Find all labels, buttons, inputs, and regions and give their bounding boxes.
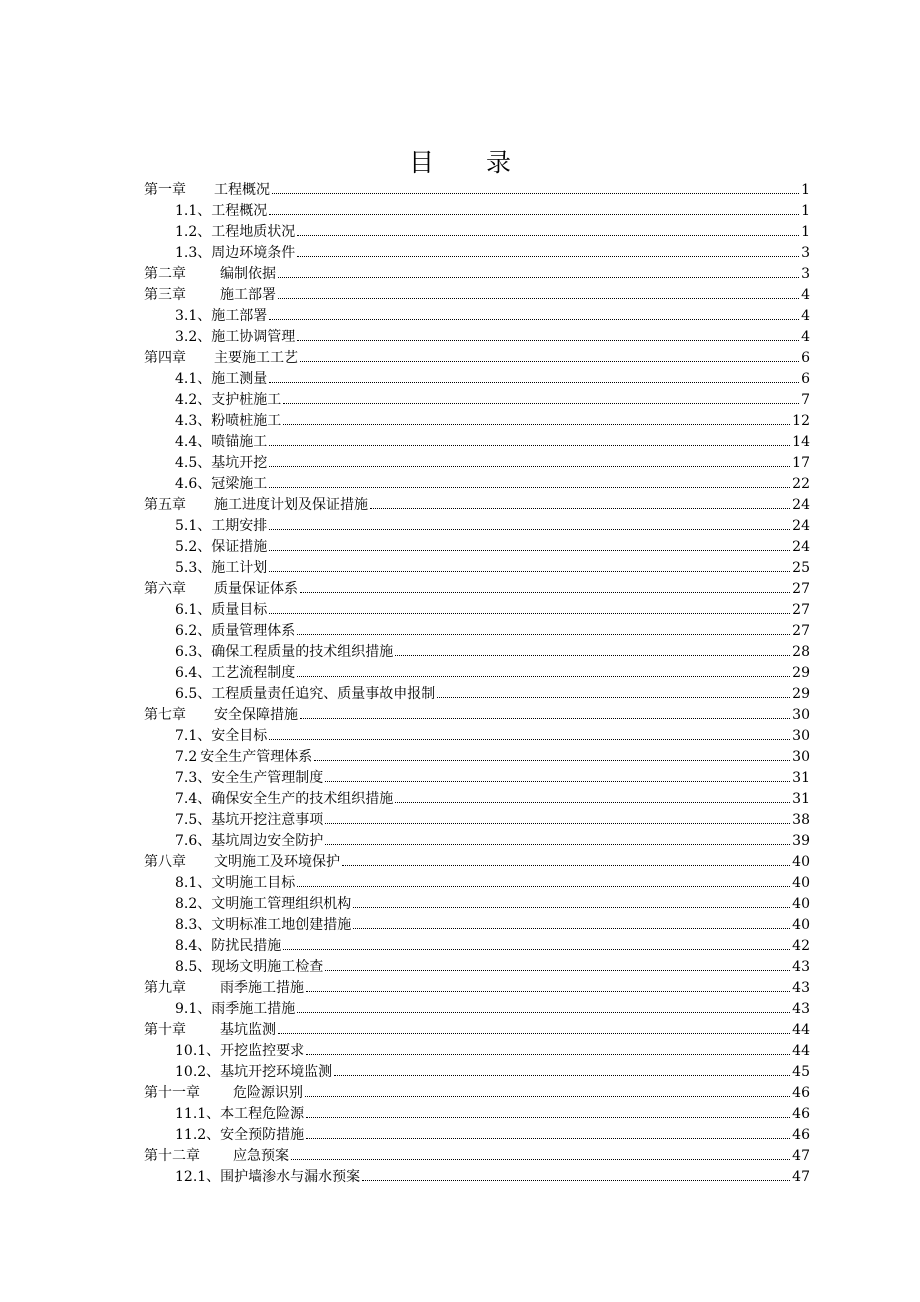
toc-page-number: 29 — [792, 665, 810, 681]
toc-section-entry[interactable] — [144, 663, 810, 684]
toc-entry-title: 本工程危险源 — [220, 1106, 305, 1122]
toc-entry-title: 安全生产管理体系 — [200, 749, 313, 765]
toc-page-number: 31 — [792, 770, 810, 786]
toc-section-entry[interactable] — [144, 327, 810, 348]
toc-entry-title: 应急预案 — [233, 1148, 289, 1164]
toc-entry-number: 5.2、 — [175, 539, 212, 555]
toc-entry-number: 7.1、 — [175, 728, 212, 744]
toc-dot-leader — [283, 949, 790, 950]
toc-dot-leader — [325, 781, 790, 782]
toc-section-entry[interactable] — [144, 1125, 810, 1146]
toc-entry-title: 基坑开挖注意事项 — [211, 812, 324, 828]
toc-page-number: 46 — [792, 1106, 810, 1122]
toc-page-number: 31 — [792, 791, 810, 807]
toc-chapter-entry[interactable] — [144, 348, 810, 369]
toc-entry-number: 第六章 — [144, 581, 186, 597]
toc-entry-title: 危险源识别 — [233, 1085, 303, 1101]
toc-entry-number: 8.5、 — [175, 959, 212, 975]
toc-dot-leader — [283, 424, 790, 425]
toc-section-entry[interactable] — [144, 1041, 810, 1062]
toc-dot-leader — [297, 256, 799, 257]
toc-dot-leader — [362, 1180, 790, 1181]
page-title-char-1: 目 — [408, 148, 434, 177]
toc-entry-title: 工程概况 — [211, 203, 268, 219]
toc-dot-leader — [300, 592, 790, 593]
toc-page-number: 40 — [792, 896, 810, 912]
toc-entry-number: 8.3、 — [175, 917, 212, 933]
toc-section-entry[interactable] — [144, 684, 810, 705]
toc-page-number: 22 — [792, 476, 810, 492]
toc-section-entry[interactable] — [144, 936, 810, 957]
toc-dot-leader — [269, 382, 799, 383]
toc-page-number: 47 — [792, 1169, 810, 1185]
toc-page-number: 28 — [792, 644, 810, 660]
toc-entry-number: 6.3、 — [175, 644, 212, 660]
toc-section-entry[interactable] — [144, 243, 810, 264]
toc-entry-title: 质量目标 — [211, 602, 268, 618]
toc-entry-number: 6.4、 — [175, 665, 212, 681]
toc-entry-number: 12.1、 — [175, 1169, 221, 1185]
toc-page-number: 27 — [792, 602, 810, 618]
toc-section-entry[interactable] — [144, 537, 810, 558]
toc-dot-leader — [300, 718, 790, 719]
toc-page-number: 3 — [801, 266, 810, 282]
toc-dot-leader — [278, 1033, 790, 1034]
toc-entry-number: 11.1、 — [175, 1106, 221, 1122]
toc-dot-leader — [353, 928, 790, 929]
toc-chapter-entry[interactable] — [144, 264, 810, 285]
toc-dot-leader — [297, 634, 790, 635]
toc-section-entry[interactable] — [144, 957, 810, 978]
toc-dot-leader — [325, 823, 790, 824]
toc-dot-leader — [272, 193, 799, 194]
toc-dot-leader — [395, 655, 790, 656]
toc-page-number: 24 — [792, 539, 810, 555]
toc-page-number: 4 — [801, 287, 810, 303]
toc-dot-leader — [297, 235, 799, 236]
toc-dot-leader — [297, 1012, 790, 1013]
toc-entry-title: 保证措施 — [211, 539, 268, 555]
toc-dot-leader — [278, 277, 799, 278]
toc-section-entry[interactable] — [144, 768, 810, 789]
toc-section-entry[interactable] — [144, 1062, 810, 1083]
toc-section-entry[interactable] — [144, 810, 810, 831]
toc-entry-title: 基坑周边安全防护 — [211, 833, 324, 849]
toc-entry-title: 质量保证体系 — [214, 581, 298, 597]
toc-entry-number: 第十章 — [144, 1022, 186, 1038]
toc-section-entry[interactable] — [144, 432, 810, 453]
toc-entry-title: 粉喷桩施工 — [211, 413, 282, 429]
toc-dot-leader — [300, 361, 799, 362]
toc-section-entry[interactable] — [144, 369, 810, 390]
toc-entry-number: 第十二章 — [144, 1148, 200, 1164]
toc-entry-title: 确保安全生产的技术组织措施 — [211, 791, 394, 807]
toc-dot-leader — [306, 1117, 790, 1118]
toc-entry-title: 施工部署 — [220, 287, 276, 303]
toc-section-entry[interactable] — [144, 558, 810, 579]
toc-entry-title: 文明施工管理组织机构 — [211, 896, 352, 912]
toc-entry-number: 第四章 — [144, 350, 186, 366]
toc-entry-title: 文明施工目标 — [211, 875, 296, 891]
toc-section-entry[interactable] — [144, 516, 810, 537]
toc-dot-leader — [306, 1054, 790, 1055]
toc-entry-title: 雨季施工措施 — [220, 980, 304, 996]
toc-section-entry[interactable] — [144, 642, 810, 663]
toc-dot-leader — [370, 508, 790, 509]
toc-entry-title: 编制依据 — [220, 266, 276, 282]
toc-entry-title: 现场文明施工检查 — [211, 959, 324, 975]
toc-entry-title: 周边环境条件 — [211, 245, 296, 261]
toc-entry-number: 7.3、 — [175, 770, 212, 786]
toc-section-entry[interactable] — [144, 306, 810, 327]
toc-section-entry[interactable] — [144, 1167, 810, 1188]
toc-page-number: 30 — [792, 707, 810, 723]
toc-page-number: 1 — [801, 224, 810, 240]
toc-page-number: 47 — [792, 1148, 810, 1164]
toc-entry-number: 7.6、 — [175, 833, 212, 849]
toc-entry-number: 3.2、 — [175, 329, 212, 345]
toc-section-entry[interactable] — [144, 789, 810, 810]
toc-section-entry[interactable] — [144, 474, 810, 495]
toc-dot-leader — [269, 613, 790, 614]
toc-entry-number: 1.3、 — [175, 245, 212, 261]
toc-entry-number: 4.2、 — [175, 392, 212, 408]
toc-page-number: 3 — [801, 245, 810, 261]
toc-page-number: 24 — [792, 518, 810, 534]
toc-entry-title: 工艺流程制度 — [211, 665, 296, 681]
toc-dot-leader — [395, 802, 790, 803]
toc-entry-title: 施工计划 — [211, 560, 268, 576]
toc-page-number: 1 — [801, 203, 810, 219]
toc-dot-leader — [297, 886, 790, 887]
toc-entry-number: 4.6、 — [175, 476, 212, 492]
toc-entry-number: 第五章 — [144, 497, 186, 513]
toc-entry-title: 安全保障措施 — [214, 707, 298, 723]
toc-section-entry[interactable] — [144, 201, 810, 222]
toc-dot-leader — [325, 844, 790, 845]
toc-page-number: 44 — [792, 1022, 810, 1038]
toc-page-number: 40 — [792, 875, 810, 891]
toc-entry-title: 支护桩施工 — [211, 392, 282, 408]
toc-entry-number: 4.3、 — [175, 413, 212, 429]
toc-chapter-entry[interactable] — [144, 978, 810, 999]
toc-entry-title: 基坑开挖 — [211, 455, 268, 471]
toc-entry-title: 施工协调管理 — [211, 329, 296, 345]
toc-entry-title: 安全目标 — [211, 728, 268, 744]
toc-entry-number: 第三章 — [144, 287, 186, 303]
toc-dot-leader — [269, 445, 790, 446]
toc-entry-title: 施工部署 — [211, 308, 268, 324]
toc-page-number: 29 — [792, 686, 810, 702]
toc-dot-leader — [334, 1075, 790, 1076]
toc-dot-leader — [269, 214, 799, 215]
toc-page-number: 6 — [801, 350, 810, 366]
toc-dot-leader — [314, 760, 790, 761]
toc-chapter-entry[interactable] — [144, 852, 810, 873]
toc-page-number: 12 — [792, 413, 810, 429]
toc-page-number: 30 — [792, 728, 810, 744]
toc-section-entry[interactable] — [144, 390, 810, 411]
toc-dot-leader — [278, 298, 799, 299]
page-title — [0, 148, 920, 178]
toc-entry-title: 工程地质状况 — [211, 224, 296, 240]
toc-dot-leader — [269, 466, 790, 467]
toc-page-number: 46 — [792, 1127, 810, 1143]
toc-page-number: 17 — [792, 455, 810, 471]
toc-entry-title: 主要施工工艺 — [214, 350, 298, 366]
toc-chapter-entry[interactable] — [144, 1083, 810, 1104]
toc-entry-title: 文明标准工地创建措施 — [211, 917, 352, 933]
toc-dot-leader — [269, 487, 790, 488]
toc-section-entry[interactable] — [144, 1104, 810, 1125]
toc-dot-leader — [437, 697, 790, 698]
toc-page-number: 40 — [792, 917, 810, 933]
toc-entry-number: 7.5、 — [175, 812, 212, 828]
toc-dot-leader — [291, 1159, 790, 1160]
toc-section-entry[interactable] — [144, 453, 810, 474]
toc-entry-title: 基坑开挖环境监测 — [220, 1064, 333, 1080]
toc-page-number: 25 — [792, 560, 810, 576]
toc-page-number: 4 — [801, 329, 810, 345]
toc-entry-number: 6.2、 — [175, 623, 212, 639]
toc-chapter-entry[interactable] — [144, 579, 810, 600]
toc-dot-leader — [269, 319, 799, 320]
toc-dot-leader — [283, 403, 799, 404]
toc-page-number: 44 — [792, 1043, 810, 1059]
toc-entry-number: 5.1、 — [175, 518, 212, 534]
toc-entry-title: 工程概况 — [214, 182, 270, 198]
toc-entry-number: 1.1、 — [175, 203, 212, 219]
toc-dot-leader — [353, 907, 790, 908]
toc-page-number: 40 — [792, 854, 810, 870]
toc-dot-leader — [269, 571, 790, 572]
toc-entry-number: 4.1、 — [175, 371, 212, 387]
toc-page-number: 1 — [801, 182, 810, 198]
toc-chapter-entry[interactable] — [144, 180, 810, 201]
toc-entry-number: 4.4、 — [175, 434, 212, 450]
toc-page-number: 4 — [801, 308, 810, 324]
toc-entry-number: 第九章 — [144, 980, 186, 996]
toc-dot-leader — [325, 970, 790, 971]
toc-dot-leader — [269, 739, 790, 740]
toc-entry-number: 第七章 — [144, 707, 186, 723]
toc-page-number: 45 — [792, 1064, 810, 1080]
toc-section-entry[interactable] — [144, 999, 810, 1020]
toc-page-number: 14 — [792, 434, 810, 450]
toc-entry-title: 喷锚施工 — [211, 434, 268, 450]
toc-entry-number: 3.1、 — [175, 308, 212, 324]
toc-entry-title: 工期安排 — [211, 518, 268, 534]
toc-section-entry[interactable] — [144, 831, 810, 852]
toc-section-entry[interactable] — [144, 894, 810, 915]
toc-section-entry[interactable] — [144, 726, 810, 747]
toc-chapter-entry[interactable] — [144, 1020, 810, 1041]
toc-section-entry[interactable] — [144, 411, 810, 432]
toc-entry-title: 安全生产管理制度 — [211, 770, 324, 786]
toc-page-number: 24 — [792, 497, 810, 513]
toc-entry-title: 确保工程质量的技术组织措施 — [211, 644, 394, 660]
toc-entry-title: 防扰民措施 — [211, 938, 282, 954]
toc-section-entry[interactable] — [144, 621, 810, 642]
toc-entry-number: 8.4、 — [175, 938, 212, 954]
toc-page-number: 6 — [801, 371, 810, 387]
toc-entry-number: 6.1、 — [175, 602, 212, 618]
toc-dot-leader — [305, 1096, 790, 1097]
toc-chapter-entry[interactable] — [144, 285, 810, 306]
toc-page-number: 43 — [792, 980, 810, 996]
toc-entry-number: 8.1、 — [175, 875, 212, 891]
toc-entry-number: 第十一章 — [144, 1085, 200, 1101]
toc-chapter-entry[interactable] — [144, 495, 810, 516]
toc-page-number: 27 — [792, 623, 810, 639]
toc-entry-title: 开挖监控要求 — [220, 1043, 305, 1059]
toc-entry-number: 10.2、 — [175, 1064, 221, 1080]
toc-entry-title: 文明施工及环境保护 — [214, 854, 340, 870]
toc-entry-number: 第一章 — [144, 182, 186, 198]
toc-entry-number: 1.2、 — [175, 224, 212, 240]
toc-entry-title: 雨季施工措施 — [211, 1001, 296, 1017]
toc-chapter-entry[interactable] — [144, 705, 810, 726]
page-title-char-2: 录 — [486, 148, 512, 177]
toc-entry-number: 10.1、 — [175, 1043, 221, 1059]
toc-entry-number: 第二章 — [144, 266, 186, 282]
toc-entry-title: 冠梁施工 — [211, 476, 268, 492]
toc-section-entry[interactable] — [144, 873, 810, 894]
toc-entry-title: 围护墙渗水与漏水预案 — [220, 1169, 361, 1185]
toc-entry-number: 7.4、 — [175, 791, 212, 807]
toc-entry-number: 5.3、 — [175, 560, 212, 576]
toc-page-number: 42 — [792, 938, 810, 954]
toc-dot-leader — [306, 1138, 790, 1139]
toc-dot-leader — [306, 991, 790, 992]
toc-section-entry[interactable] — [144, 747, 810, 768]
toc-entry-title: 基坑监测 — [220, 1022, 276, 1038]
toc-dot-leader — [269, 529, 790, 530]
toc-section-entry[interactable] — [144, 222, 810, 243]
toc-page-number: 43 — [792, 959, 810, 975]
toc-entry-title: 工程质量责任追究、质量事故申报制 — [211, 686, 436, 702]
toc-dot-leader — [342, 865, 790, 866]
toc-entry-title: 施工进度计划及保证措施 — [214, 497, 368, 513]
toc-page-number: 39 — [792, 833, 810, 849]
toc-entry-number: 9.1、 — [175, 1001, 212, 1017]
toc-entry-number: 6.5、 — [175, 686, 212, 702]
toc-page-number: 46 — [792, 1085, 810, 1101]
toc-dot-leader — [297, 340, 799, 341]
toc-chapter-entry[interactable] — [144, 1146, 810, 1167]
toc-entry-title: 安全预防措施 — [220, 1127, 305, 1143]
toc-page-number: 27 — [792, 581, 810, 597]
toc-dot-leader — [269, 550, 790, 551]
toc-entry-number: 第八章 — [144, 854, 186, 870]
toc-entry-number: 11.2、 — [175, 1127, 221, 1143]
toc-entry-number: 8.2、 — [175, 896, 212, 912]
toc-entry-number: 4.5、 — [175, 455, 212, 471]
toc-section-entry[interactable] — [144, 600, 810, 621]
toc-entry-title: 质量管理体系 — [211, 623, 296, 639]
toc-entry-title: 施工测量 — [211, 371, 268, 387]
toc-page-number: 30 — [792, 749, 810, 765]
table-of-contents — [144, 180, 810, 1188]
toc-page-number: 38 — [792, 812, 810, 828]
toc-page-number: 7 — [801, 392, 810, 408]
toc-page-number: 43 — [792, 1001, 810, 1017]
toc-entry-number: 7.2 — [175, 749, 198, 765]
toc-section-entry[interactable] — [144, 915, 810, 936]
toc-dot-leader — [297, 676, 790, 677]
